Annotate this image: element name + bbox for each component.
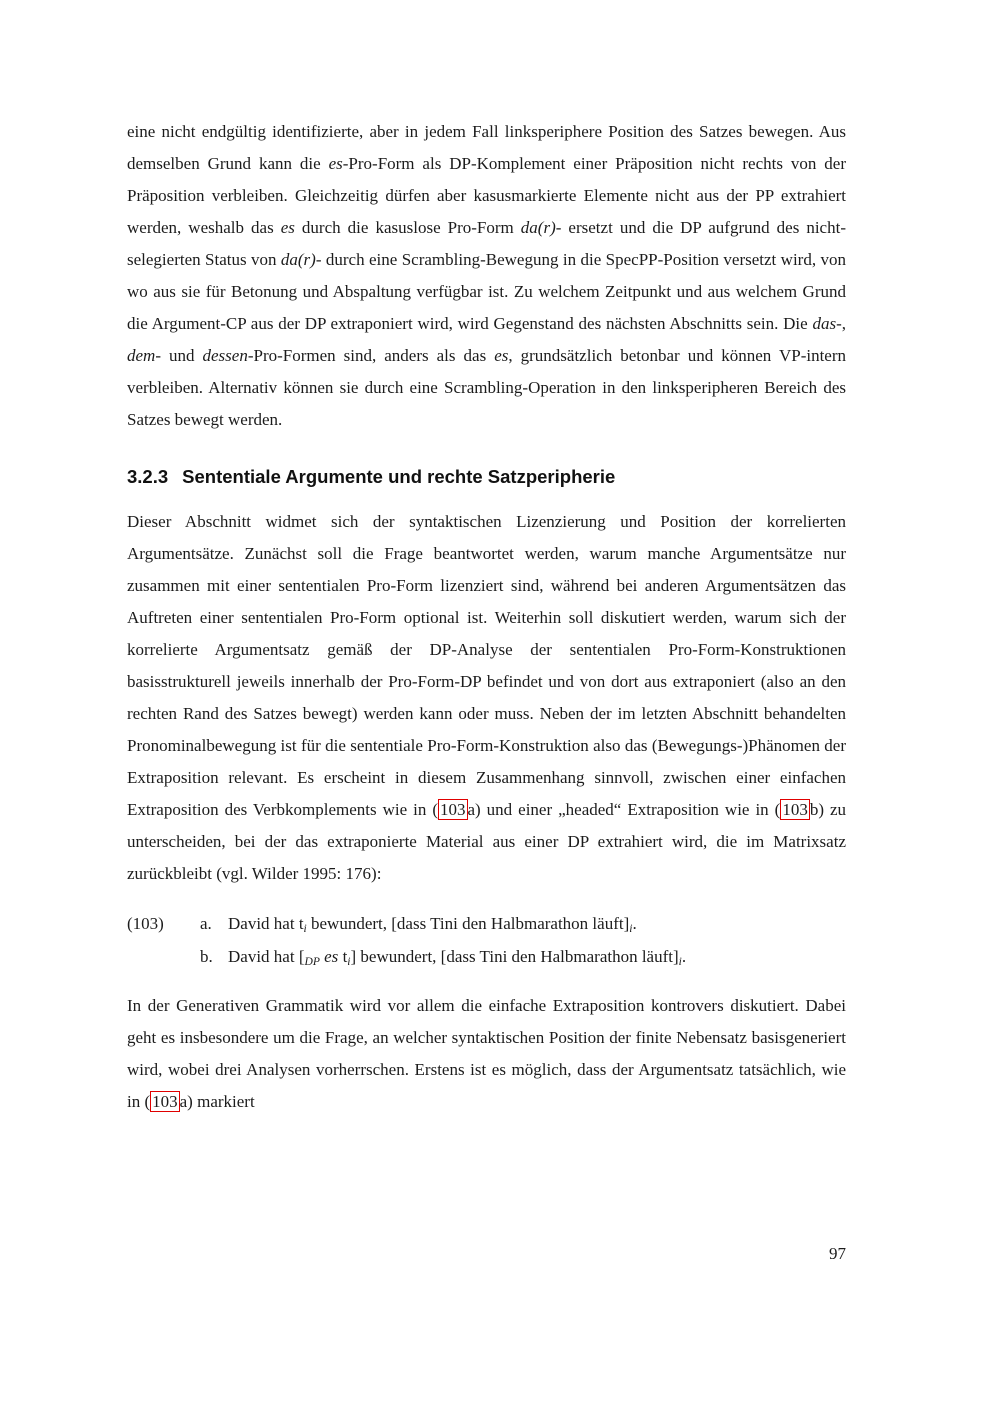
text-segment: und: [160, 346, 203, 365]
subscript-text: i: [629, 922, 633, 936]
emphasized-text: das-: [812, 314, 842, 333]
subscript-text: DP: [304, 955, 320, 969]
page-number: 97: [829, 1244, 846, 1263]
example-item-marker: b.: [200, 947, 213, 966]
text-segment: durch die kasuslose Pro-Form: [294, 218, 521, 237]
emphasized-text: es: [280, 218, 295, 237]
emphasized-text: es: [324, 947, 339, 966]
text-segment: ] bewundert, [dass Tini den Halbmarathon läuft]: [350, 947, 679, 966]
subscript-text: i: [303, 922, 307, 936]
text-segment: David hat t: [228, 914, 304, 933]
text-segment: eine nicht endgültig identifizierte, aber in jedem Fall linksperiphere Position des Satzes bewegen. Aus demselben Grund kann die: [127, 122, 846, 173]
text-segment: Dieser Abschnitt widmet sich der syntaktischen Lizenzierung und Position der korrelierten Argumentsätze. Zunächst soll die Frage beantwortet werden, warum manche Argumentsätze nur zusammen mit einer sententialen Pro-Form lizenziert sind, während bei anderen Argumentsätzen das Auftreten einer sententialen Pro-Form optional ist. Weiterhin soll diskutiert werden, warum sich der korrelierte Argumentsatz gemäß der DP-Analyse der sententialen Pro-Form-Konstruktionen basisstrukturell jeweils innerhalb der Pro-Form-DP befindet und von dort aus extraponiert (also an den rechten Rand des Satzes bewegt) werden kann oder muss. Neben der im letzten Abschnitt behandelten Pronominalbewegung ist für die sententiale Pro-Form-Konstruktion also das (Bewegungs-)Phänomen der Extraposition relevant. Es erscheint in diesem Zusammenhang sinnvoll, zwischen einer einfachen Extraposition des Verbkomplements wie in (: [127, 512, 846, 819]
text-segment: ,: [841, 314, 846, 333]
ref-link-103[interactable]: 103: [152, 1092, 178, 1111]
example-label: (103): [127, 914, 164, 933]
text-block: [127, 116, 846, 1118]
emphasized-text: es: [328, 154, 343, 173]
ref-link-103[interactable]: 103: [440, 800, 466, 819]
text-segment: , grundsätzlich betonbar und können VP-intern verbleiben. Alternativ können sie durch eine Scrambling-Operation in den linksperipheren Bereich des Satzes bewegt werden.: [127, 346, 847, 429]
text-segment: ersetzt und die DP aufgrund des nicht-selegierten Status von: [127, 218, 846, 269]
text-segment: -Pro-Formen sind, anders als das: [247, 346, 495, 365]
text-segment: .: [632, 914, 637, 933]
section-title: Sententiale Argumente und rechte Satzperipherie: [182, 466, 616, 487]
text-segment: a) markiert: [179, 1092, 255, 1111]
example-item-a: [200, 907, 846, 940]
emphasized-text: da(r)-: [280, 250, 322, 269]
text-segment: In der Generativen Grammatik wird vor allem die einfache Extraposition kontrovers diskutiert. Dabei geht es insbesondere um die Frage, an welcher syntaktischen Position der finite Nebensatz basisgeneriert wird, wobei drei Analysen vorherrschen. Erstens ist es möglich, dass der Argumentsatz tatsächlich, wie in (: [127, 996, 846, 1111]
text-segment: bewundert, [dass Tini den Halbmarathon läuft]: [306, 914, 630, 933]
emphasized-text: da(r)-: [520, 218, 562, 237]
text-segment: b) zu unterscheiden, bei der das extraponierte Material aus einer DP extrahiert wird, die im Matrixsatz zurückbleibt (vgl. Wilder 1995: 176):: [127, 800, 846, 883]
text-segment: a) und einer „headed“ Extraposition wie in (: [467, 800, 781, 819]
section-heading: [127, 464, 846, 490]
example-item-text: [228, 940, 846, 973]
text-segment: t: [338, 947, 348, 966]
paragraph-3: [127, 990, 846, 1118]
text-segment: David hat [: [228, 947, 305, 966]
emphasized-text: dessen: [202, 346, 248, 365]
example-item-b: [200, 940, 846, 973]
subscript-text: i: [347, 955, 351, 969]
paragraph-2: [127, 506, 846, 890]
section-number: 3.2.3: [127, 466, 169, 487]
text-segment: .: [681, 947, 687, 966]
text-segment: -Pro-Form als DP-Komplement einer Präposition nicht rechts von der Präposition verbleiben. Gleichzeitig dürfen aber kasusmarkierte Elemente nicht aus der PP extrahiert werden, weshalb das: [127, 154, 847, 237]
example-item-marker: a.: [200, 914, 212, 933]
text-segment: durch eine Scrambling-Bewegung in die SpecPP-Position versetzt wird, von wo aus sie für Betonung und Abspaltung verfügbar ist. Zu welchem Zeitpunkt und aus welchem Grund die Argument-CP aus der DP extraponiert wird, wird Gegenstand des nächsten Abschnitts sein. Die: [127, 250, 846, 333]
example-103: [127, 907, 846, 973]
emphasized-text: dem-: [127, 346, 161, 365]
example-items: [200, 907, 846, 973]
subscript-text: i: [678, 955, 682, 969]
emphasized-text: es: [494, 346, 509, 365]
ref-link-103[interactable]: 103: [782, 800, 808, 819]
paragraph-1: [127, 116, 846, 436]
example-item-text: [228, 907, 846, 940]
